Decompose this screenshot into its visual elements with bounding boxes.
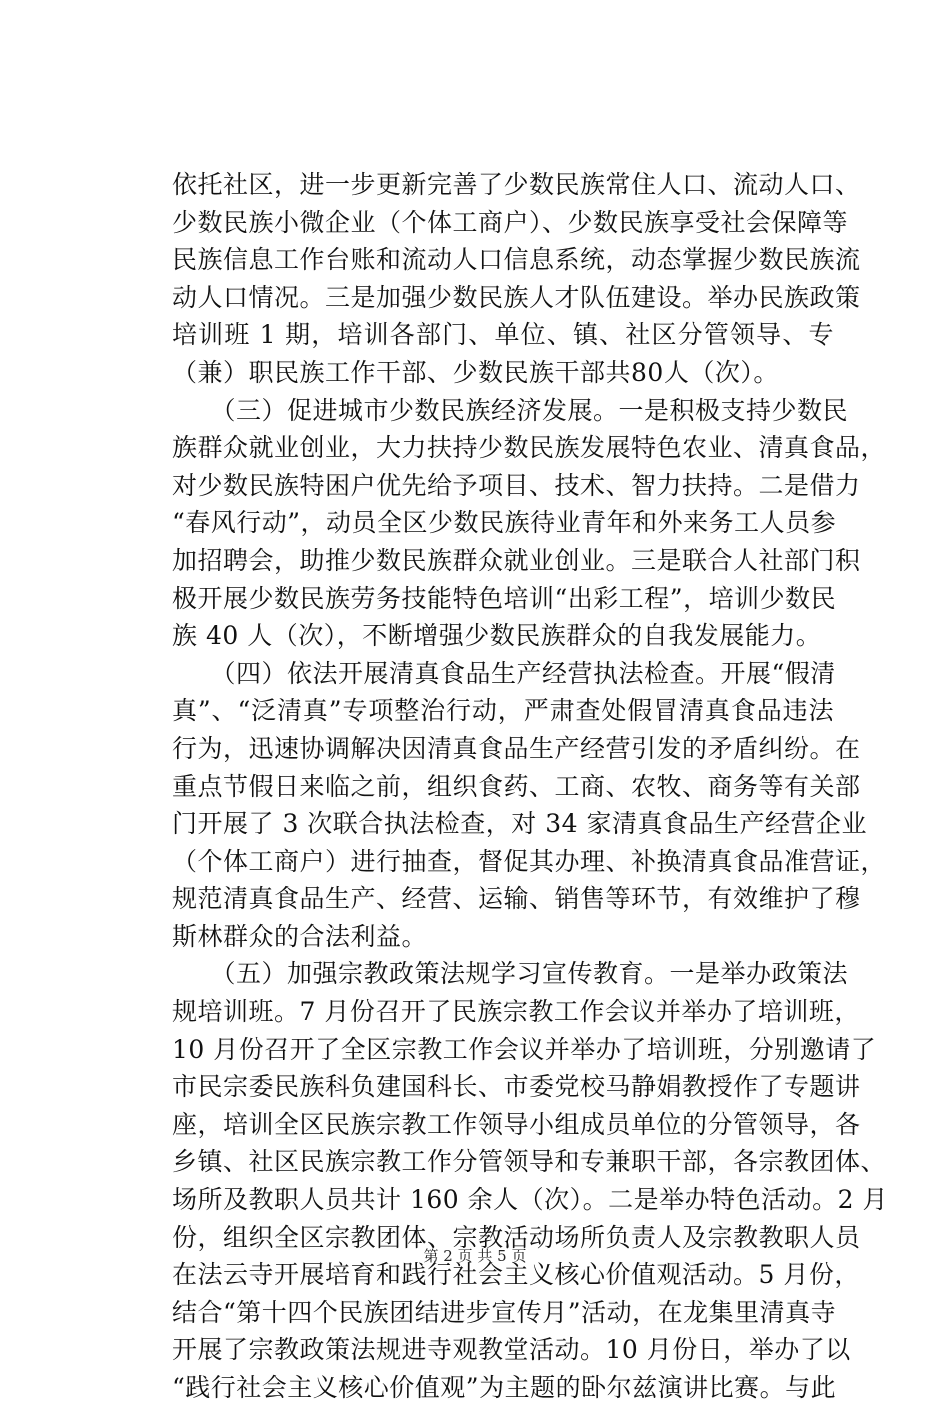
body-text-line: 培训班 1 期，培训各部门、单位、镇、社区分管领导、专 <box>172 320 834 350</box>
body-text-line: 对少数民族特困户优先给予项目、技术、智力扶持。二是借力 <box>172 470 861 500</box>
body-text-line: 在法云寺开展培育和践行社会主义核心价值观活动。5 月份， <box>172 1260 860 1290</box>
body-text-line: 规培训班。7 月份召开了民族宗教工作会议并举办了培训班， <box>172 997 860 1027</box>
body-text-line: 10 月份召开了全区宗教工作会议并举办了培训班，分别邀请了 <box>172 1034 877 1064</box>
body-text-line: （兼）职民族工作干部、少数民族干部共80人（次）。 <box>172 357 779 387</box>
body-text-line: 场所及教职人员共计 160 余人（次）。二是举办特色活动。2 月 <box>172 1185 888 1215</box>
document-body <box>172 166 888 1407</box>
body-text-line: （个体工商户）进行抽查，督促其办理、补换清真食品准营证， <box>172 846 887 876</box>
body-text-line: 座，培训全区民族宗教工作领导小组成员单位的分管领导，各 <box>172 1109 861 1139</box>
body-text-line: 重点节假日来临之前，组织食药、工商、农牧、商务等有关部 <box>172 771 861 801</box>
body-text-line: 斯林群众的合法利益。 <box>172 921 428 951</box>
body-text-line: “践行社会主义核心价值观”为主题的卧尔兹演讲比赛。与此 <box>172 1373 837 1402</box>
body-text-line: 市民宗委民族科负建国科长、市委党校马静娟教授作了专题讲 <box>172 1072 861 1102</box>
body-text-line: 乡镇、社区民族宗教工作分管领导和专兼职干部，各宗教团体、 <box>172 1147 887 1177</box>
body-text-line: 开展了宗教政策法规进寺观教堂活动。10 月份日，举办了以 <box>172 1335 851 1365</box>
body-text-line: 门开展了 3 次联合执法检查，对 34 家清真食品生产经营企业 <box>172 809 868 839</box>
body-text-line: （三）促进城市少数民族经济发展。一是积极支持少数民 <box>172 395 849 425</box>
body-text-line: （四）依法开展清真食品生产经营执法检查。开展“假清 <box>172 658 836 688</box>
body-text-line: 依托社区，进一步更新完善了少数民族常住人口、流动人口、 <box>172 170 861 199</box>
body-text-line: 族 40 人（次），不断增强少数民族群众的自我发展能力。 <box>172 621 822 651</box>
body-text-line: 加招聘会，助推少数民族群众就业创业。三是联合人社部门积 <box>172 545 861 575</box>
body-text-line: 份，组织全区宗教团体、宗教活动场所负责人及宗教教职人员 <box>172 1222 861 1252</box>
body-text-line: 族群众就业创业，大力扶持少数民族发展特色农业、清真食品， <box>172 433 887 463</box>
body-text-line: 真”、“泛清真”专项整治行动，严肃查处假冒清真食品违法 <box>172 696 834 726</box>
body-text-line: 行为，迅速协调解决因清真食品生产经营引发的矛盾纠纷。在 <box>172 733 861 763</box>
body-text-line: 少数民族小微企业（个体工商户）、少数民族享受社会保障等 <box>172 207 849 237</box>
body-text-line: 民族信息工作台账和流动人口信息系统，动态掌握少数民族流 <box>172 245 861 275</box>
page-number-footer: 第 2 页 共 5 页 <box>423 1247 527 1265</box>
body-text-line: 动人口情况。三是加强少数民族人才队伍建设。举办民族政策 <box>172 282 861 312</box>
body-text-line: 规范清真食品生产、经营、运输、销售等环节，有效维护了穆 <box>172 884 861 914</box>
body-text-line: “春风行动”，动员全区少数民族待业青年和外来务工人员参 <box>172 508 837 538</box>
body-text-line: 结合“第十四个民族团结进步宣传月”活动，在龙集里清真寺 <box>172 1297 837 1327</box>
body-text-line: （五）加强宗教政策法规学习宣传教育。一是举办政策法 <box>172 959 849 989</box>
body-text-line: 极开展少数民族劳务技能特色培训“出彩工程”，培训少数民 <box>172 583 837 613</box>
